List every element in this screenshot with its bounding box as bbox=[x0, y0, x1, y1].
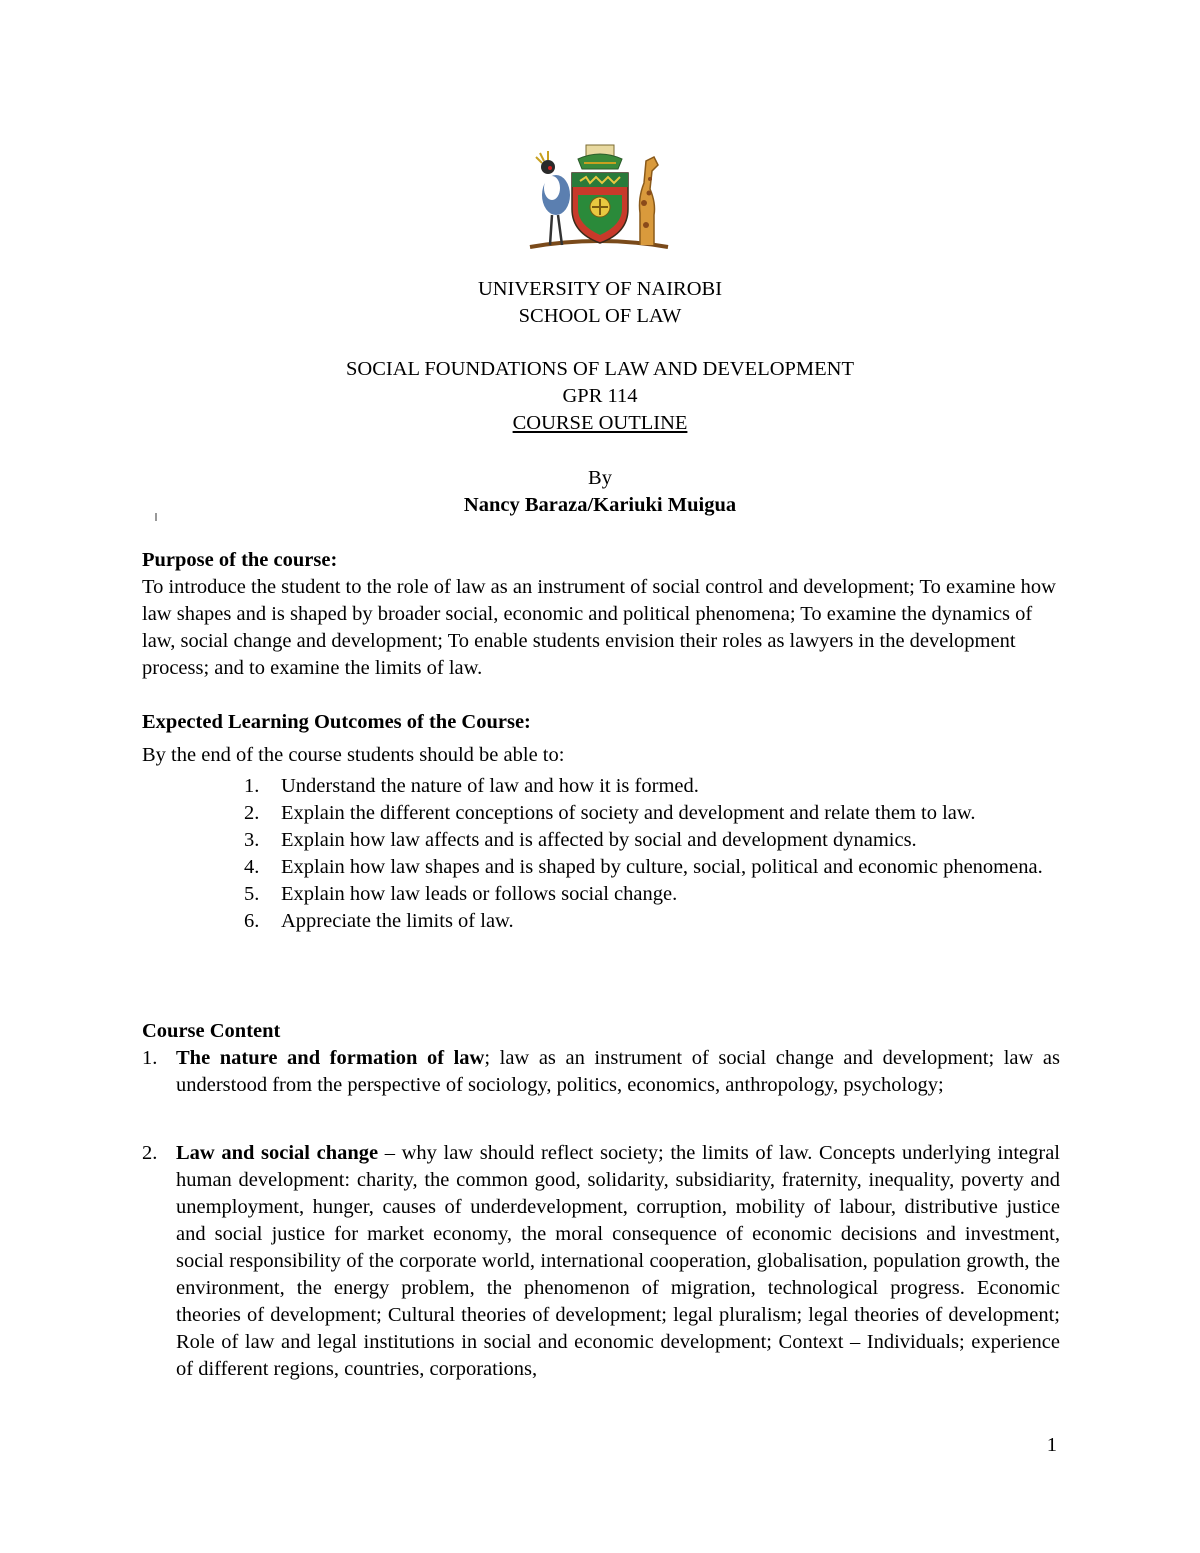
list-item bbox=[244, 854, 1060, 881]
purpose-text: To introduce the student to the role of law as an instrument of social control and development; To examine how law shapes and is shaped by broader social, economic and political phenomena; To examine the dynamics of law, social change and development; To enable students envision their roles as lawyers in the development process; and to examine the limits of law. bbox=[142, 576, 1056, 679]
content-text bbox=[176, 1045, 1060, 1099]
list-number: 1. bbox=[244, 775, 260, 797]
list-item bbox=[244, 827, 1060, 854]
page-number: 1 bbox=[1046, 1434, 1057, 1456]
authors: Nancy Baraza/Kariuki Muigua bbox=[463, 494, 737, 516]
content-item bbox=[142, 1045, 1060, 1099]
list-number: 2. bbox=[244, 802, 260, 824]
content-number: 2. bbox=[142, 1142, 158, 1164]
course-code: GPR 114 bbox=[562, 385, 638, 407]
content-number: 1. bbox=[142, 1047, 158, 1069]
by-label: By bbox=[588, 467, 612, 489]
outcomes-list bbox=[244, 773, 1060, 935]
list-number: 6. bbox=[244, 910, 260, 932]
content-topic: The nature and formation of law bbox=[176, 1047, 485, 1069]
content-item bbox=[142, 1140, 1060, 1383]
outcomes-intro: By the end of the course students should be able to: bbox=[142, 744, 565, 766]
university-name: UNIVERSITY OF NAIROBI bbox=[477, 278, 723, 300]
school-name: SCHOOL OF LAW bbox=[518, 305, 682, 327]
list-item bbox=[244, 908, 1060, 935]
outcomes-heading: Expected Learning Outcomes of the Course: bbox=[142, 711, 531, 733]
content-text bbox=[176, 1140, 1060, 1383]
list-number: 5. bbox=[244, 883, 260, 905]
list-item bbox=[244, 800, 1060, 827]
document-type-heading: COURSE OUTLINE bbox=[512, 412, 688, 434]
list-text: Explain the different conceptions of society and development and relate them to law. bbox=[281, 802, 976, 824]
content-topic: Law and social change bbox=[176, 1142, 379, 1164]
list-text: Understand the nature of law and how it is formed. bbox=[281, 775, 699, 797]
list-item bbox=[244, 773, 1060, 800]
list-number: 3. bbox=[244, 829, 260, 851]
list-text: Appreciate the limits of law. bbox=[281, 910, 514, 932]
course-content-heading: Course Content bbox=[142, 1020, 281, 1042]
university-crest-logo bbox=[528, 143, 670, 250]
content-description: ; law as an instrument of social change and development; law as understood from the perspective of sociology, politics, economics, anthropology, psychology; bbox=[176, 1047, 1060, 1096]
list-text: Explain how law shapes and is shaped by culture, social, political and economic phenomena. bbox=[281, 856, 1043, 878]
purpose-heading: Purpose of the course: bbox=[142, 549, 338, 571]
stray-mark bbox=[155, 513, 157, 521]
list-number: 4. bbox=[244, 856, 260, 878]
list-item bbox=[244, 881, 1060, 908]
content-description: – why law should reflect society; the limits of law. Concepts underlying integral human development: charity, the common good, solidarity, subsidiarity, fraternity, inequality, poverty and unemployment, hunger, causes of underdevelopment, corruption, mobility of labour, distributive justice and social justice for market economy, the moral consequence of economic decisions and investment, social responsibility of the corporate world, international cooperation, globalisation, population growth, the environment, the energy problem, the phenomenon of migration, technological progress. Economic theories of development; Cultural theories of development; legal pluralism; legal theories of development; Role of law and legal institutions in social and economic development; Context – Individuals; experience of different regions, countries, corporations, bbox=[176, 1142, 1061, 1380]
list-text: Explain how law affects and is affected by social and development dynamics. bbox=[281, 829, 917, 851]
list-text: Explain how law leads or follows social change. bbox=[281, 883, 678, 905]
course-title: SOCIAL FOUNDATIONS OF LAW AND DEVELOPMENT bbox=[345, 358, 854, 380]
